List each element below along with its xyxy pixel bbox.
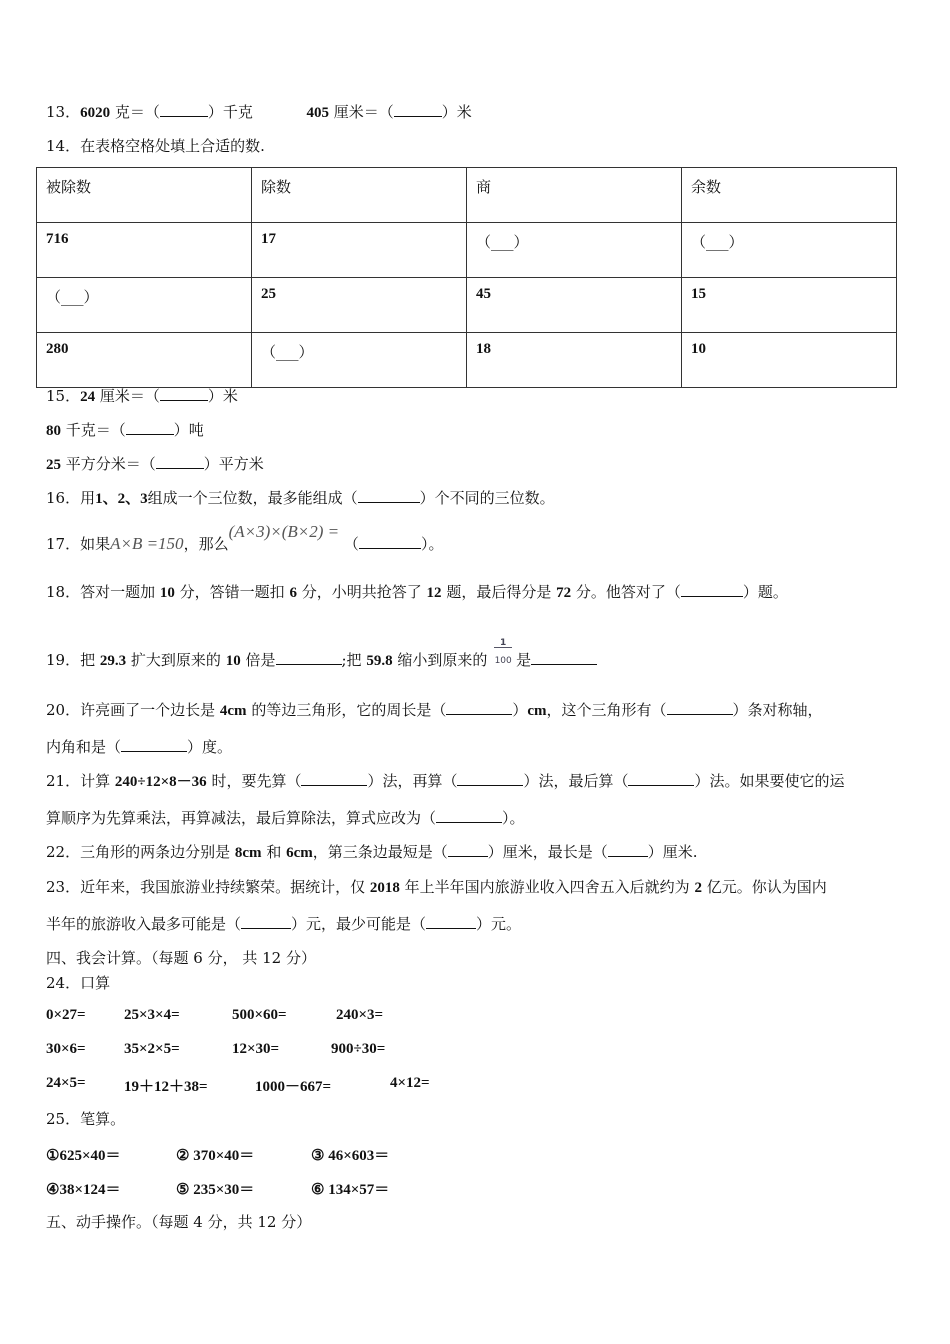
- calc-item: 500×60=: [232, 1007, 287, 1023]
- text: 亿元。你认为国内: [706, 878, 827, 896]
- answer-cell[interactable]: （___）: [37, 278, 252, 333]
- header-cell: 除数: [252, 168, 467, 223]
- calc-item: 24×5=: [46, 1075, 86, 1091]
- text: 组成一个三位数，最多能组成（: [147, 489, 358, 507]
- text: ）。: [502, 809, 525, 827]
- answer-cell[interactable]: （___）: [252, 333, 467, 388]
- header-cell: 余数: [682, 168, 897, 223]
- text: ）法。如果要使它的运: [694, 772, 845, 790]
- value: 2: [694, 880, 702, 896]
- question-19: [46, 638, 597, 671]
- answer-blank[interactable]: [359, 534, 421, 549]
- text: ）法，再算（: [367, 772, 458, 790]
- question-15-line-2: [46, 420, 204, 441]
- answer-blank[interactable]: [446, 700, 512, 715]
- text: ）法，最后算（: [523, 772, 629, 790]
- table-cell: 280: [37, 333, 252, 388]
- value: 405: [306, 105, 329, 121]
- table-header-row: [37, 168, 897, 223]
- table-cell: 10: [682, 333, 897, 388]
- value: 8cm: [234, 845, 262, 861]
- text: 的等边三角形，它的周长是（: [251, 701, 447, 719]
- text: 18．答对一题加: [46, 583, 156, 601]
- text: ，第三条边最短是（: [312, 843, 448, 861]
- value: 80: [46, 423, 61, 439]
- answer-blank[interactable]: [608, 842, 648, 857]
- written-calc-item: ④38×124＝: [46, 1182, 121, 1198]
- calc-item: 0×27=: [46, 1007, 86, 1023]
- text: 缩小到原来的: [397, 651, 488, 669]
- question-24-title: 24．口算: [46, 974, 111, 992]
- table-row: [37, 223, 897, 278]
- text: ）题。: [742, 583, 788, 601]
- text: 题，最后得分是: [446, 583, 552, 601]
- table-cell: 25: [252, 278, 467, 333]
- math-expression: 240÷12×8－36: [114, 774, 207, 790]
- section-5-title: 五、动手操作。（每题 4 分，共 12 分）: [46, 1213, 312, 1231]
- math-expression: (A×3)×(B×2) =: [228, 522, 340, 541]
- text: ）。: [420, 535, 444, 553]
- written-calc-item: ⑥ 134×57＝: [311, 1182, 390, 1198]
- answer-blank[interactable]: [667, 700, 733, 715]
- text: ）: [512, 701, 528, 719]
- value: 4cm: [219, 703, 247, 719]
- text: ，那么: [183, 535, 229, 553]
- text: 千克＝（: [65, 421, 126, 439]
- table-cell: 15: [682, 278, 897, 333]
- question-14: 14．在表格空格处填上合适的数.: [46, 137, 265, 155]
- text: 平方分米＝（: [65, 455, 156, 473]
- text: ）条对称轴，: [732, 701, 823, 719]
- text: 19．把: [46, 651, 96, 669]
- answer-blank[interactable]: [426, 914, 476, 929]
- answer-blank[interactable]: [126, 420, 174, 435]
- answer-cell[interactable]: （___）: [682, 223, 897, 278]
- text: 算顺序为先算乘法，再算减法，最后算除法，算式应改为（: [46, 809, 437, 827]
- question-22: [46, 842, 698, 863]
- text: ）米: [441, 103, 472, 121]
- text: 是: [516, 651, 532, 669]
- text: ）厘米.: [647, 843, 698, 861]
- text: ）个不同的三位数。: [419, 489, 555, 507]
- text: ;把: [341, 651, 362, 669]
- table-cell: 17: [252, 223, 467, 278]
- text: 17．如果: [46, 535, 111, 553]
- text: 23．近年来，我国旅游业持续繁荣。据统计，仅: [46, 878, 366, 896]
- question-16: [46, 488, 555, 509]
- question-25-title: 25．笔算。: [46, 1110, 126, 1128]
- text: ，这个三角形有（: [546, 701, 667, 719]
- calc-item: 900÷30=: [331, 1041, 386, 1057]
- answer-blank[interactable]: [394, 102, 442, 117]
- division-table: [36, 167, 897, 388]
- answer-blank[interactable]: [160, 386, 208, 401]
- calc-item: 30×6=: [46, 1041, 86, 1057]
- calc-item: 19＋12＋38=: [124, 1079, 208, 1095]
- table-cell: 45: [467, 278, 682, 333]
- table-row: [37, 333, 897, 388]
- text: 厘米＝（: [333, 103, 394, 121]
- text: 扩大到原来的: [130, 651, 221, 669]
- calc-item: 25×3×4=: [124, 1007, 180, 1023]
- question-21-line-2: [46, 808, 525, 828]
- question-number: 15．: [46, 387, 81, 405]
- answer-blank[interactable]: [358, 488, 420, 503]
- answer-blank[interactable]: [681, 582, 743, 597]
- value: 1、2、3: [95, 491, 148, 507]
- value: 29.3: [99, 653, 127, 669]
- value: 10: [225, 653, 241, 669]
- value: 10: [159, 585, 175, 601]
- answer-blank[interactable]: [448, 842, 488, 857]
- calc-item: 12×30=: [232, 1041, 280, 1057]
- calc-item: 1000－667=: [255, 1079, 332, 1095]
- fraction-denominator: 100: [494, 656, 512, 666]
- question-20-line-2: [46, 737, 232, 757]
- question-23-line-2: [46, 914, 521, 934]
- unit: cm: [527, 703, 547, 719]
- text: ）元，最少可能是（: [291, 915, 427, 933]
- text: 半年的旅游收入最多可能是（: [46, 915, 242, 933]
- text: ）平方米: [203, 455, 264, 473]
- answer-blank[interactable]: [160, 102, 208, 117]
- value: 6: [289, 585, 297, 601]
- question-15-line-3: [46, 454, 264, 475]
- text: 20．许亮画了一个边长是: [46, 701, 216, 719]
- written-calc-item: ③ 46×603＝: [311, 1148, 390, 1164]
- text: 年上半年国内旅游业收入四舍五入后就约为: [404, 878, 690, 896]
- calc-item: 240×3=: [336, 1007, 384, 1023]
- question-15-line-1: [46, 386, 238, 407]
- header-cell: 被除数: [37, 168, 252, 223]
- text: ）厘米，最长是（: [487, 843, 608, 861]
- text: 克＝（: [114, 103, 160, 121]
- fraction-numerator: 1: [500, 638, 507, 648]
- text: 22．三角形的两条边分别是: [46, 843, 231, 861]
- text: 倍是: [245, 651, 276, 669]
- answer-cell[interactable]: （___）: [467, 223, 682, 278]
- answer-blank[interactable]: [301, 771, 367, 786]
- text: 21．计算: [46, 772, 111, 790]
- question-20-line-1: [46, 700, 823, 721]
- text: 内角和是（: [46, 738, 122, 756]
- answer-blank[interactable]: [121, 737, 187, 752]
- question-21-line-1: [46, 771, 845, 792]
- value: 6cm: [286, 845, 313, 861]
- written-calc-item: ①625×40＝: [46, 1148, 121, 1164]
- value: 12: [426, 585, 442, 601]
- value: 2018: [369, 880, 400, 896]
- question-number: 13．: [46, 103, 81, 121]
- question-18: [46, 582, 788, 603]
- text: 时，要先算（: [211, 772, 302, 790]
- text: 分。他答对了（: [575, 583, 681, 601]
- value: 72: [556, 585, 572, 601]
- question-13: [46, 102, 472, 123]
- written-calc-item: ② 370×40＝: [176, 1148, 255, 1164]
- text: ）米: [207, 387, 238, 405]
- value: 6020: [80, 105, 111, 121]
- text: 16．用: [46, 489, 96, 507]
- text: 分，答错一题扣: [179, 583, 285, 601]
- header-cell: 商: [467, 168, 682, 223]
- answer-blank[interactable]: [276, 650, 342, 665]
- calc-item: 35×2×5=: [124, 1041, 180, 1057]
- value: 59.8: [366, 653, 393, 669]
- text: （: [343, 535, 359, 553]
- text: 分，小明共抢答了: [301, 583, 422, 601]
- text: ）元。: [476, 915, 522, 933]
- text: 厘米＝（: [99, 387, 160, 405]
- answer-blank[interactable]: [156, 454, 204, 469]
- table-row: [37, 278, 897, 333]
- math-expression: A×B =150: [110, 534, 184, 553]
- answer-blank[interactable]: [436, 808, 502, 823]
- written-calc-item: ⑤ 235×30＝: [176, 1182, 255, 1198]
- section-4-title: 四、我会计算。（每题 6 分， 共 12 分）: [46, 949, 316, 967]
- answer-blank[interactable]: [241, 914, 291, 929]
- calc-item: 4×12=: [390, 1075, 430, 1091]
- fraction: [492, 638, 516, 671]
- table-cell: 716: [37, 223, 252, 278]
- text: ）千克: [207, 103, 253, 121]
- fraction-bar: [494, 647, 512, 648]
- question-23-line-1: [46, 877, 827, 898]
- text: ）度。: [187, 738, 233, 756]
- answer-blank[interactable]: [457, 771, 523, 786]
- question-17: [46, 522, 444, 554]
- text: 和: [266, 843, 282, 861]
- answer-blank[interactable]: [628, 771, 694, 786]
- answer-blank[interactable]: [531, 650, 597, 665]
- value: 25: [46, 457, 61, 473]
- value: 24: [80, 389, 96, 405]
- table-cell: 18: [467, 333, 682, 388]
- text: ）吨: [173, 421, 204, 439]
